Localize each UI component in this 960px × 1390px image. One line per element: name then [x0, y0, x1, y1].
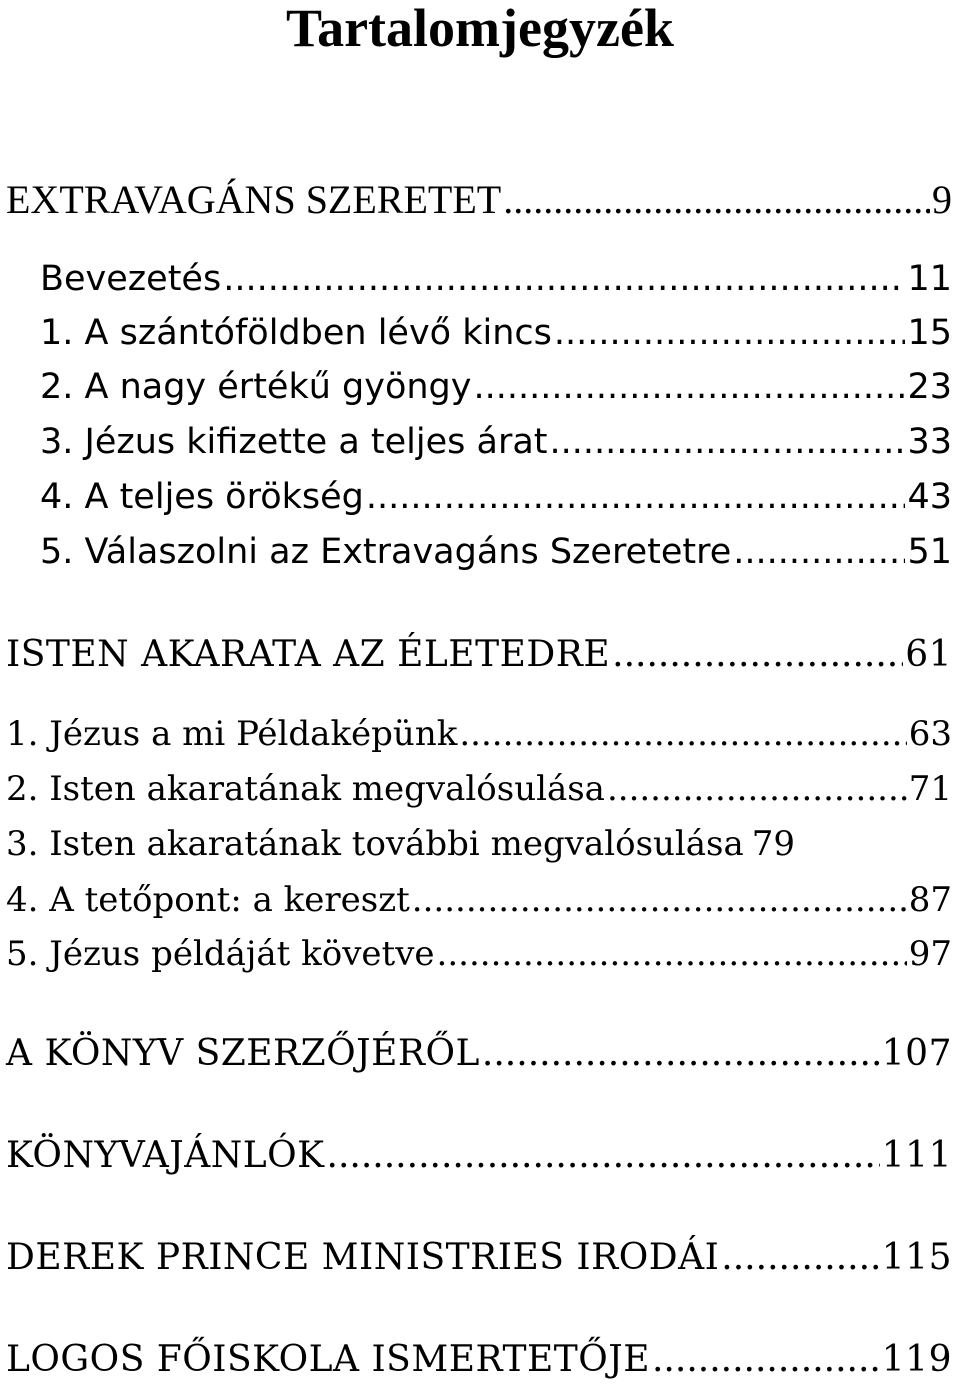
toc-section-label: KÖNYVAJÁNLÓK	[6, 1135, 325, 1176]
toc-page-number: 79	[751, 824, 796, 864]
toc-leader-dots	[437, 930, 907, 978]
toc-page-number: 15	[907, 313, 952, 353]
toc-item-1[interactable]	[6, 710, 952, 758]
toc-leader-dots	[327, 1132, 880, 1180]
toc-item-label: Bevezetés	[40, 259, 222, 299]
toc-item-label: 4. A tetőpont: a kereszt	[6, 880, 410, 920]
toc-item-label: 4. A teljes örökség	[40, 477, 364, 517]
toc-page-number: 107	[881, 1033, 952, 1074]
toc-section-label: LOGOS FŐISKOLA ISMERTETŐJE	[6, 1339, 650, 1380]
toc-item-label: 2. Isten akaratának megvalósulása	[6, 769, 605, 809]
toc-item-label: 1. A szántóföldben lévő kincs	[40, 313, 552, 353]
toc-item-label: 2. A nagy értékű gyöngy	[40, 367, 472, 407]
toc-page-number: 61	[905, 634, 952, 675]
toc-leader-dots	[459, 710, 906, 758]
toc-item-label: 3. Isten akaratának további megvalósulása	[6, 824, 744, 864]
toc-page-number: 11	[907, 259, 952, 299]
toc-section-label: A KÖNYV SZERZŐJÉRŐL	[6, 1033, 480, 1074]
toc-item-4[interactable]	[6, 876, 952, 924]
toc-leader-dots	[412, 876, 907, 924]
toc-leader-dots	[482, 1030, 880, 1078]
toc-leader-dots	[733, 528, 905, 576]
toc-section-isten-akarata[interactable]	[6, 631, 952, 679]
toc-item-label: 3. Jézus kifizette a teljes árat	[40, 422, 548, 462]
toc-page-number: 97	[908, 934, 952, 974]
toc-item-3[interactable]	[40, 418, 952, 466]
toc-section-derek-prince-ministries-irodai[interactable]	[6, 1234, 952, 1282]
toc-page-number: 23	[907, 367, 952, 407]
toc-item-label: 5. Jézus példáját követve	[6, 934, 435, 974]
toc-section-logos-foiskola-ismertetoje[interactable]	[6, 1336, 952, 1384]
toc-section-extravagans-szeretet[interactable]	[6, 176, 952, 224]
toc-page-number: 87	[908, 880, 952, 920]
toc-leader-dots	[366, 473, 906, 521]
toc-page-number: 115	[881, 1237, 952, 1278]
toc-item-1[interactable]	[40, 309, 952, 357]
toc-page-number: 111	[881, 1135, 952, 1176]
toc-item-bevezetes[interactable]	[40, 255, 952, 303]
toc-leader-dots	[223, 255, 905, 303]
toc-leader-dots	[721, 1234, 879, 1282]
toc-item-5[interactable]	[6, 930, 952, 978]
toc-item-2[interactable]	[6, 765, 952, 813]
toc-page-number: 43	[907, 477, 952, 517]
page-title: Tartalomjegyzék	[286, 0, 674, 58]
toc-leader-dots	[503, 176, 930, 224]
toc-leader-dots	[473, 363, 905, 411]
toc-item-2[interactable]	[40, 363, 952, 411]
toc-page-number: 71	[908, 769, 952, 809]
toc-item-label: 5. Válaszolni az Extravagáns Szeretetre	[40, 532, 732, 572]
toc-page-number: 119	[881, 1339, 952, 1380]
toc-page-number: 9	[932, 177, 952, 222]
toc-item-label: 1. Jézus a mi Példaképünk	[6, 714, 458, 754]
toc-section-konyvajanlok[interactable]	[6, 1132, 952, 1180]
toc-section-a-konyv-szerzojerol[interactable]	[6, 1030, 952, 1078]
toc-page-number: 63	[908, 714, 952, 754]
toc-section-label: ISTEN AKARATA AZ ÉLETEDRE	[6, 634, 611, 675]
toc-leader-dots	[550, 418, 906, 466]
toc-leader-dots	[612, 631, 903, 679]
toc-item-4[interactable]	[40, 473, 952, 521]
toc-leader-dots	[554, 309, 906, 357]
toc-leader-dots	[607, 765, 907, 813]
toc-item-5[interactable]	[40, 528, 952, 576]
toc-section-label: DEREK PRINCE MINISTRIES IRODÁI	[6, 1237, 720, 1278]
toc-page-number: 51	[907, 532, 952, 572]
toc-page-number: 33	[907, 422, 952, 462]
toc-section-label: EXTRAVAGÁNS SZERETET	[6, 177, 502, 222]
toc-leader-dots	[652, 1336, 880, 1384]
toc-item-3[interactable]	[6, 820, 952, 868]
